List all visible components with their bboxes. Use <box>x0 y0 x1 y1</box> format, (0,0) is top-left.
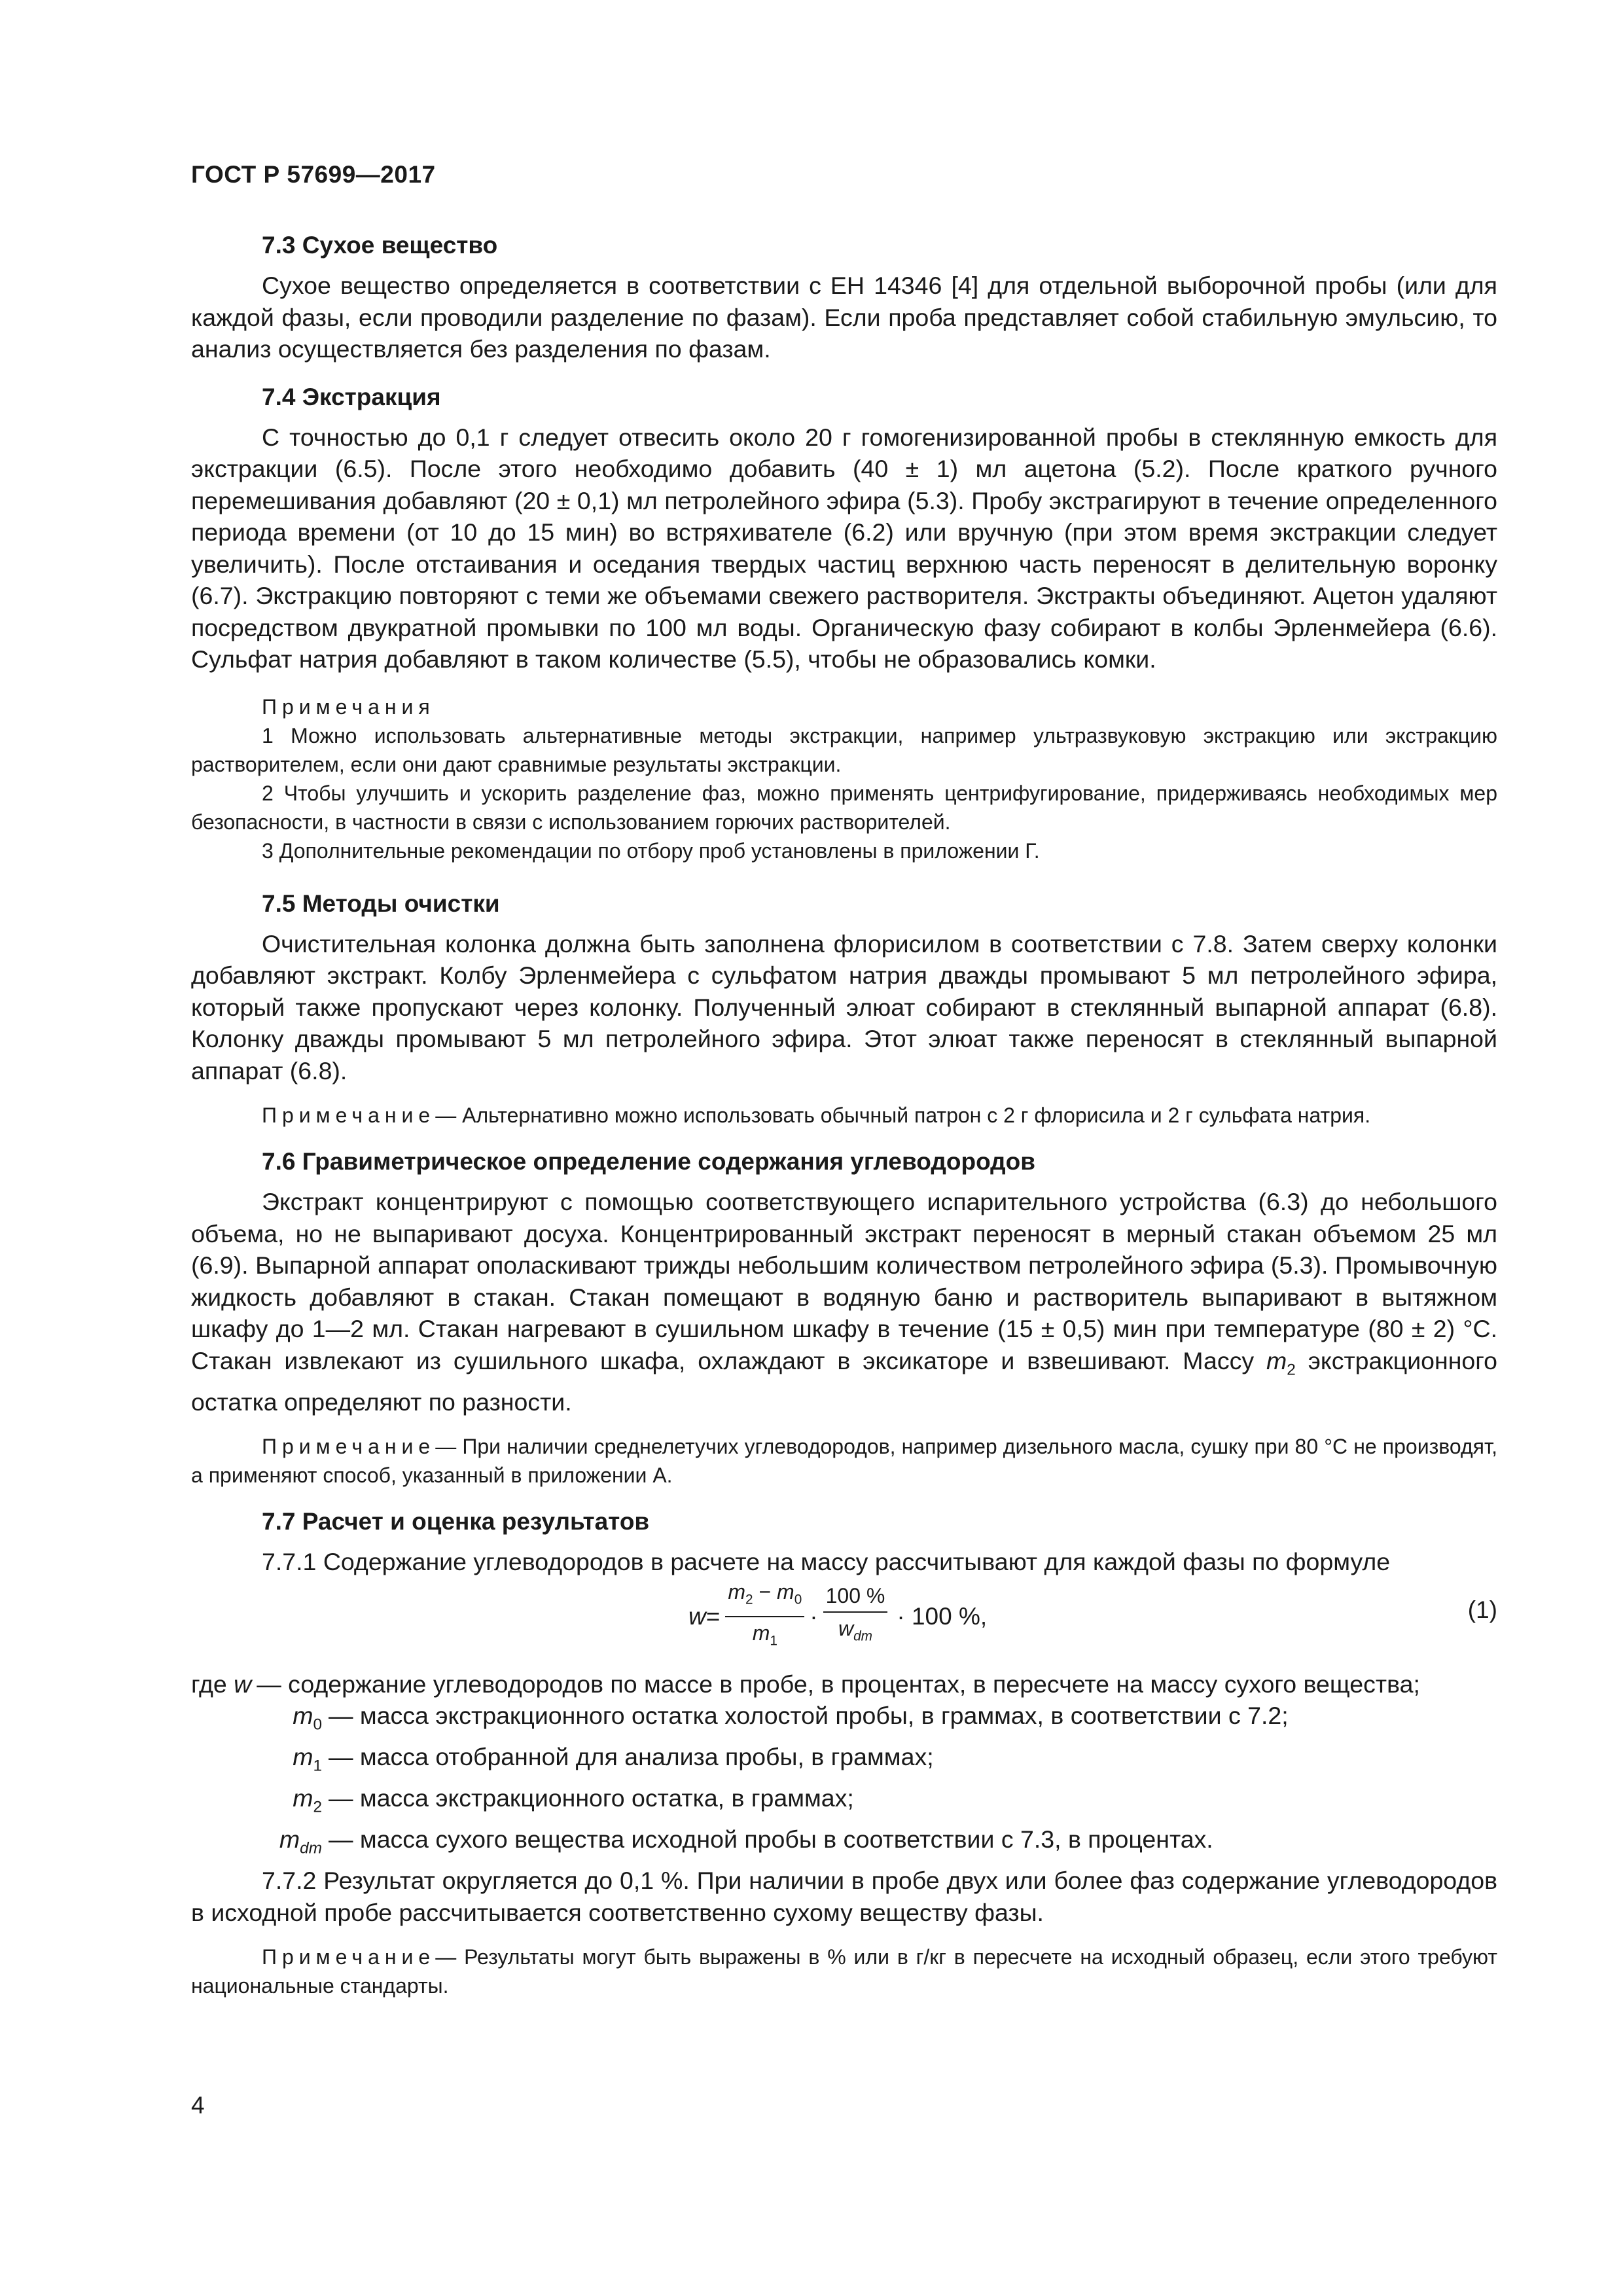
paragraph-text: экстракционного остатка определяют по разности. <box>191 1346 1497 1416</box>
definition-symbol <box>191 1668 251 1700</box>
subscript: 0 <box>313 1715 322 1734</box>
paragraph <box>191 1186 1497 1418</box>
fraction-denominator <box>750 1617 780 1654</box>
symbol: m <box>293 1702 313 1729</box>
document-body <box>191 229 1497 2016</box>
definition-symbol <box>191 1700 322 1741</box>
note-label: Примечание <box>262 1103 436 1127</box>
subscript: 0 <box>794 1592 802 1607</box>
definition-text: — содержание углеводородов по массе в пробе, в процентах, в пересчете на массу сухого вещества; <box>257 1670 1420 1698</box>
note <box>191 1432 1497 1490</box>
section-7-5 <box>191 888 1497 1130</box>
note-text: — Результаты могут быть выражены в % или в г/кг в пересчете на исходный образец, если этого требуют национальные стандарты. <box>191 1945 1497 1998</box>
equation-number: (1) <box>1467 1596 1497 1623</box>
note <box>191 1943 1497 2000</box>
formula <box>688 1581 987 1653</box>
section-7-3 <box>191 229 1497 365</box>
formula-block <box>191 1581 1497 1653</box>
symbol: m <box>728 1580 745 1604</box>
subscript: dm <box>853 1628 872 1644</box>
operator: − <box>753 1580 777 1604</box>
fraction-numerator <box>725 1579 804 1617</box>
definition-row <box>191 1741 1497 1782</box>
paragraph: 7.7.2 Результат округляется до 0,1 %. При наличии в пробе двух или более фаз содержание углеводородов в исходной пробе рассчитывается соответственно сухому веществу фазы. <box>191 1867 1497 1926</box>
symbol: m <box>293 1743 313 1770</box>
definition-symbol <box>191 1741 322 1782</box>
definition-text: — масса экстракционного остатка холостой пробы, в граммах, в соответствии с 7.2; <box>329 1702 1289 1729</box>
section-title: 7.3 Сухое вещество <box>262 232 498 259</box>
paragraph: 7.7.1 Содержание углеводородов в расчете на массу рассчитывают для каждой фазы по формуле <box>262 1548 1391 1575</box>
fraction-denominator <box>836 1613 875 1649</box>
section-title: 7.4 Экстракция <box>262 383 441 410</box>
symbol: w <box>234 1670 252 1698</box>
notes-heading: Примечания <box>262 694 435 719</box>
definition-text: — масса экстракционного остатка, в граммах; <box>329 1784 854 1812</box>
variable-definitions <box>191 1668 1497 1865</box>
note-text: — Альтернативно можно использовать обычный патрон с 2 г флорисила и 2 г сульфата натрия. <box>435 1103 1371 1127</box>
note-text: — При наличии среднелетучих углеводородов, например дизельного масла, сушку при 80 °С не производят, а применяют способ, указанный в приложении А. <box>191 1435 1497 1487</box>
symbol: m <box>279 1825 300 1853</box>
symbol: m <box>293 1784 313 1812</box>
document-header: ГОСТ Р 57699—2017 <box>191 161 436 188</box>
section-title: 7.7 Расчет и оценка результатов <box>262 1508 650 1535</box>
formula-lhs: w <box>688 1602 706 1630</box>
note-item: 1 Можно использовать альтернативные методы экстракции, например ультразвуковую экстракцию или экстракцию растворителем, если они дают сравнимые результаты экстракции. <box>191 723 1497 776</box>
note-item: 3 Дополнительные рекомендации по отбору проб установлены в приложении Г. <box>262 838 1040 863</box>
fraction-numerator: 100 % <box>823 1583 888 1613</box>
prefix: где <box>191 1670 234 1698</box>
note-label: Примечание <box>262 1945 436 1969</box>
paragraph: Очистительная колонка должна быть заполнена флорисилом в соответствии с 7.8. Затем сверху колонки добавляют экстракт. Колбу Эрленмейера с сульфатом натрия дважды промывают 5 мл петролейного эфира, который также пропускают через колонку. Полученный элюат собирают в стеклянный выпарной аппарат (6.8). Колонку дважды промывают 5 мл петролейного эфира. Этот элюат также переносят в стеклянный выпарной аппарат (6.8). <box>191 929 1497 1085</box>
definition-row <box>191 1823 1497 1865</box>
fraction-percent <box>823 1583 888 1649</box>
definition-row <box>191 1668 1497 1700</box>
note-label: Примечание <box>262 1435 436 1458</box>
note <box>191 1101 1497 1130</box>
definition-symbol <box>191 1782 322 1823</box>
subscript: dm <box>300 1839 322 1857</box>
mass-subscript: 2 <box>1287 1361 1296 1378</box>
definition-row <box>191 1700 1497 1741</box>
subscript: 1 <box>313 1757 322 1775</box>
section-7-4 <box>191 381 1497 865</box>
section-title: 7.5 Методы очистки <box>262 889 500 917</box>
operator: · <box>810 1602 818 1630</box>
definition-text: — масса сухого вещества исходной пробы в соответствии с 7.3, в процентах. <box>329 1825 1213 1853</box>
fraction-mass <box>725 1579 804 1654</box>
note-item: 2 Чтобы улучшить и ускорить разделение фаз, можно применять центрифугирование, придерживаясь необходимых мер безопасности, в частности в связи с использованием горючих растворителей. <box>191 781 1497 834</box>
symbol: w <box>838 1617 854 1641</box>
definition-row <box>191 1782 1497 1823</box>
paragraph: Сухое вещество определяется в соответствии с ЕН 14346 [4] для отдельной выборочной пробы (или для каждой фазы, если проводили разделение по фазам). Если проба представляет собой стабильную эмульсию, то анализ осуществляется без разделения по фазам. <box>191 272 1497 363</box>
formula-tail: · 100 %, <box>897 1602 988 1630</box>
subscript: 2 <box>313 1798 322 1816</box>
section-7-6 <box>191 1145 1497 1490</box>
mass-symbol: m <box>1266 1346 1287 1374</box>
subscript: 1 <box>770 1632 777 1648</box>
subscript: 2 <box>745 1592 753 1607</box>
page-number: 4 <box>191 2092 205 2119</box>
section-7-7 <box>191 1505 1497 2000</box>
section-title: 7.6 Гравиметрическое определение содержания углеводородов <box>262 1148 1036 1175</box>
symbol: m <box>752 1621 770 1645</box>
definition-text: — масса отобранной для анализа пробы, в граммах; <box>329 1743 934 1770</box>
paragraph: С точностью до 0,1 г следует отвесить около 20 г гомогенизированной пробы в стеклянную емкость для экстракции (6.5). После этого необходимо добавить (40 ± 1) мл ацетона (5.2). После краткого ручного перемешивания добавляют (20 ± 0,1) мл петролейного эфира (5.3). Пробу экстрагируют в течение определенного периода времени (от 10 до 15 мин) во встряхивателе (6.2) или вручную (при этом время экстракции следует увеличить). После отстаивания и оседания твердых частиц верхнюю часть переносят в делительную воронку (6.7). Экстракцию повторяют с теми же объемами свежего растворителя. Экстракты объединяют. Ацетон удаляют посредством двукратной промывки по 100 мл воды. Органическую фазу собирают в колбы Эрленмейера (6.6). Сульфат натрия добавляют в таком количестве (5.5), чтобы не образовались комки. <box>191 423 1497 673</box>
paragraph-text: Экстракт концентрируют с помощью соответствующего испарительного устройства (6.3) до небольшого объема, но не выпаривают досуха. Концентрированный экстракт переносят в мерный стакан объемом 25 мл (6.9). Выпарной аппарат ополаскивают трижды небольшим количеством петролейного эфира (5.3). Промывочную жидкость добавляют в стакан. Стакан помещают в водяную баню и растворитель выпаривают в вытяжном шкафу до 1—2 мл. Стакан нагревают в сушильном шкафу в течение (15 ± 0,5) мин при температуре (80 ± 2) °С. Стакан извлекают из сушильного шкафа, охлаждают в эксикаторе и взвешивают. Массу <box>191 1188 1497 1374</box>
definition-symbol <box>191 1823 322 1865</box>
symbol: m <box>777 1580 794 1604</box>
formula-equals: = <box>705 1602 721 1630</box>
